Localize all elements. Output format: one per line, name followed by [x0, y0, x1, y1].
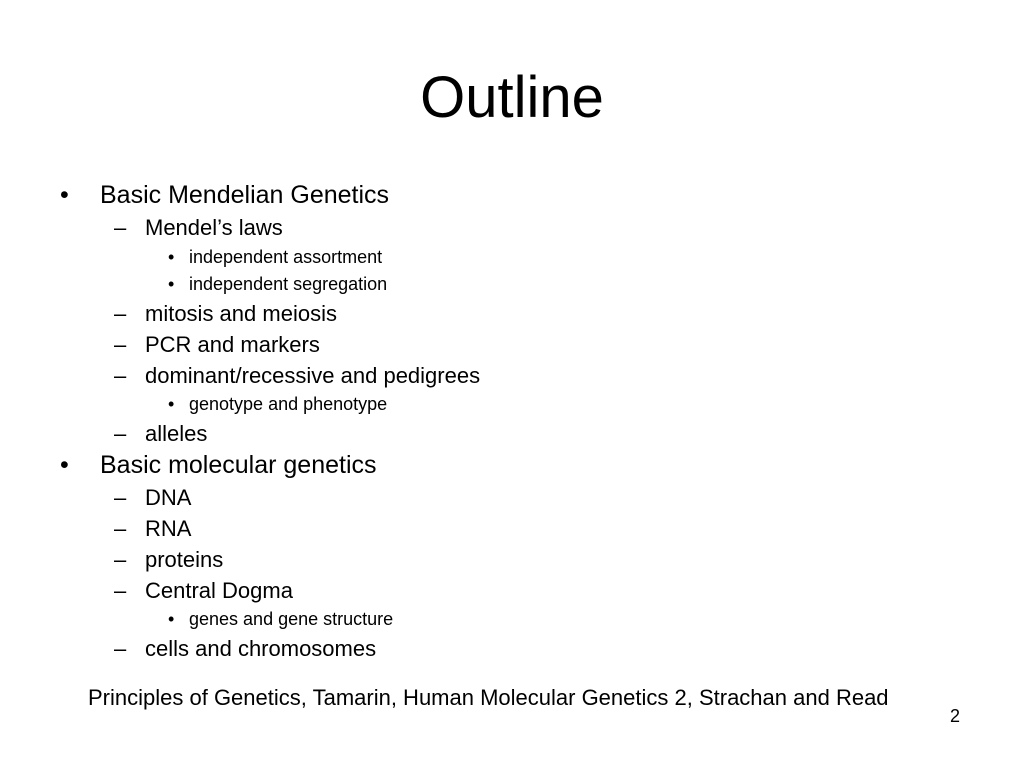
bullet-text: Mendel’s laws	[145, 215, 283, 240]
footer-reference: Principles of Genetics, Tamarin, Human Molecular Genetics 2, Strachan and Read	[88, 685, 889, 710]
bullet-marker: •	[168, 394, 175, 414]
bullet-alleles	[114, 421, 208, 446]
slide-title: Outline	[420, 65, 604, 130]
bullet-dna	[114, 485, 192, 510]
bullet-marker: •	[60, 451, 69, 479]
bullet-independent-segregation	[168, 274, 388, 294]
bullet-cells-and-chromosomes	[114, 636, 377, 661]
bullet-basic-mendelian-genetics	[60, 181, 390, 209]
bullet-text: genotype and phenotype	[189, 394, 388, 414]
dash-marker: –	[114, 578, 127, 603]
bullet-genotype-and-phenotype	[168, 394, 388, 414]
dash-marker: –	[114, 547, 127, 572]
bullet-genes-and-gene-structure	[168, 609, 394, 629]
bullet-rna	[114, 516, 192, 541]
bullet-text: Central Dogma	[145, 578, 293, 603]
dash-marker: –	[114, 516, 127, 541]
bullet-text: RNA	[145, 516, 192, 541]
bullet-text: independent segregation	[189, 274, 388, 294]
page-number: 2	[950, 706, 961, 726]
bullet-marker: •	[168, 247, 175, 267]
bullet-text: PCR and markers	[145, 332, 320, 357]
dash-marker: –	[114, 215, 127, 240]
bullet-text: mitosis and meiosis	[145, 301, 337, 326]
dash-marker: –	[114, 485, 127, 510]
bullet-mendels-laws	[114, 215, 283, 240]
bullet-text: Basic Mendelian Genetics	[100, 181, 390, 209]
dash-marker: –	[114, 301, 127, 326]
bullet-text: cells and chromosomes	[145, 636, 377, 661]
dash-marker: –	[114, 421, 127, 446]
bullet-pcr-and-markers	[114, 332, 320, 357]
bullet-text: proteins	[145, 547, 224, 572]
bullet-marker: •	[60, 181, 69, 209]
bullet-proteins	[114, 547, 224, 572]
bullet-text: genes and gene structure	[189, 609, 394, 629]
bullet-text: dominant/recessive and pedigrees	[145, 363, 481, 388]
bullet-text: DNA	[145, 485, 192, 510]
bullet-text: Basic molecular genetics	[100, 451, 377, 479]
bullet-basic-molecular-genetics	[60, 451, 377, 479]
dash-marker: –	[114, 332, 127, 357]
bullet-mitosis-and-meiosis	[114, 301, 337, 326]
bullet-marker: •	[168, 609, 175, 629]
bullet-text: independent assortment	[189, 247, 383, 267]
bullet-central-dogma	[114, 578, 293, 603]
bullet-text: alleles	[145, 421, 208, 446]
bullet-independent-assortment	[168, 247, 383, 267]
dash-marker: –	[114, 636, 127, 661]
dash-marker: –	[114, 363, 127, 388]
bullet-marker: •	[168, 274, 175, 294]
bullet-dominant-recessive-pedigrees	[114, 363, 481, 388]
